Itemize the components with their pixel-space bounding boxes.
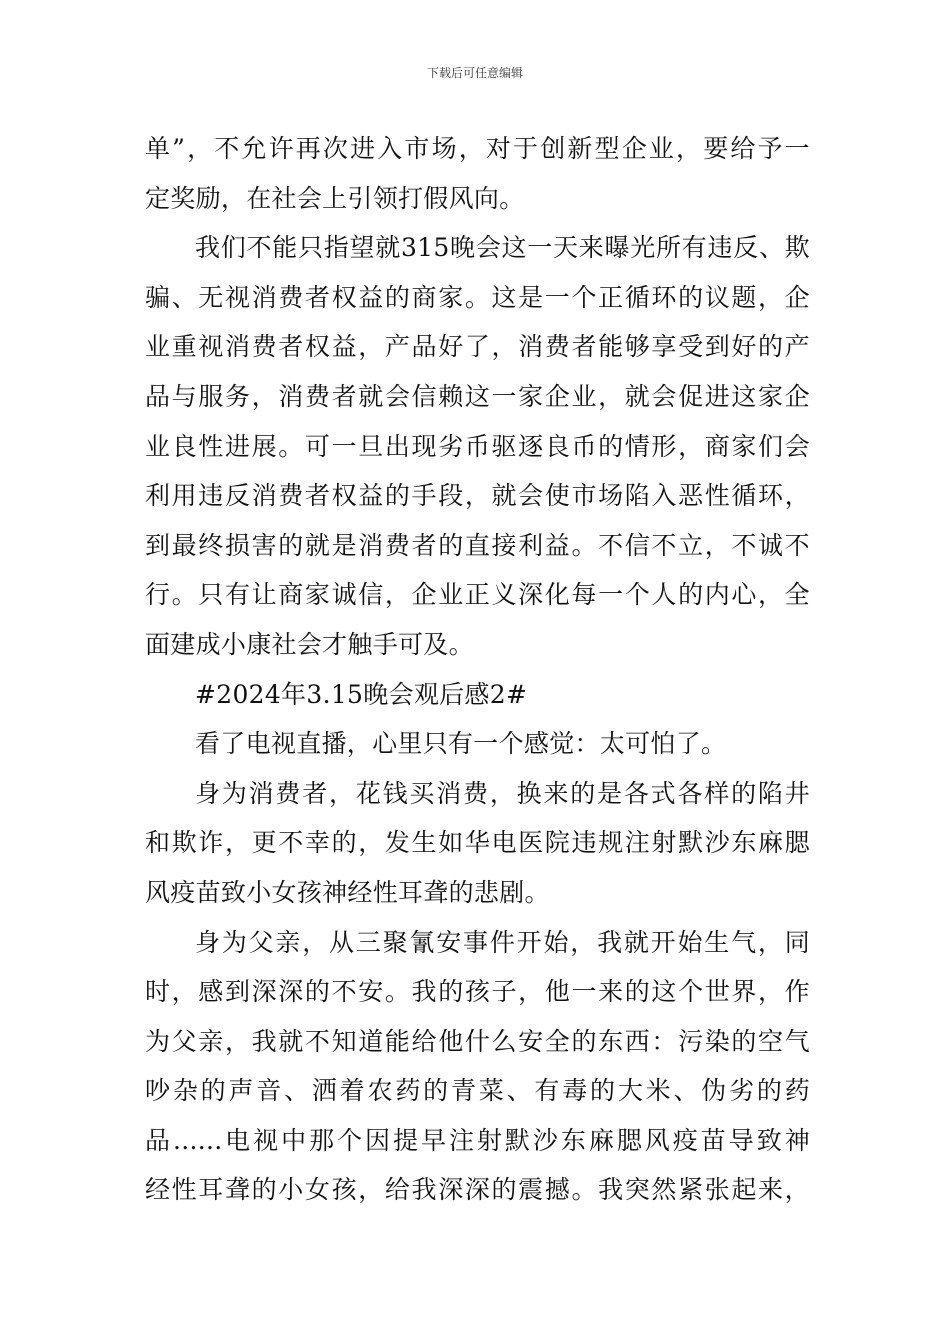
paragraph-start-line: 看了电视直播，心里只有一个感觉：太可怕了。 xyxy=(195,729,727,759)
text-line: 和欺诈，更不幸的，发生如华电医院违规注射默沙东麻腮 xyxy=(145,828,810,858)
text-line: 业重视消费者权益，产品好了，消费者能够享受到好的产 xyxy=(145,332,810,362)
text-line: 单”，不允许再次进入市场，对于创新型企业，要给予一 xyxy=(145,134,810,163)
text-line: 定奖励，在社会上引领打假风向。 xyxy=(145,183,525,213)
text-line: 到最终损害的就是消费者的直接利益。不信不立，不诚不 xyxy=(145,530,810,560)
paragraph-start-line: 身为消费者，花钱买消费，换来的是各式各样的陷井 xyxy=(195,778,810,808)
text-line: 品与服务，消费者就会信赖这一家企业，就会促进这家企 xyxy=(145,381,810,411)
text-line: 风疫苗致小女孩神经性耳聋的悲剧。 xyxy=(145,877,550,907)
text-line: 行。只有让商家诚信，企业正义深化每一个人的内心，全 xyxy=(145,580,810,610)
page-header-note: 下载后可任意编辑 xyxy=(426,66,523,80)
text-line: 利用违反消费者权益的手段，就会使市场陷入恶性循环， xyxy=(145,481,810,511)
document-body xyxy=(145,124,810,1215)
paragraph-start-line: 我们不能只指望就315晚会这一天来曝光所有违反、欺 xyxy=(195,233,810,263)
text-line: 骗、无视消费者权益的商家。这是一个正循环的议题，企 xyxy=(145,282,810,312)
text-line: 吵杂的声音、洒着农药的青菜、有毒的大米、伪劣的药 xyxy=(145,1076,810,1106)
text-line: 经性耳聋的小女孩，给我深深的震撼。我突然紧张起来， xyxy=(145,1175,810,1205)
section-heading: #2024年3.15晚会观后感2# xyxy=(195,679,528,709)
text-line: 业良性进展。可一旦出现劣币驱逐良币的情形，商家们会 xyxy=(145,431,810,461)
text-line: 品......电视中那个因提早注射默沙东麻腮风疫苗导致神 xyxy=(145,1125,810,1155)
text-line: 面建成小康社会才触手可及。 xyxy=(145,629,474,659)
text-line: 时，感到深深的不安。我的孩子，他一来的这个世界，作 xyxy=(145,977,810,1007)
paragraph-start-line: 身为父亲，从三聚氰安事件开始，我就开始生气，同 xyxy=(195,927,810,957)
text-line: 为父亲，我就不知道能给他什么安全的东西：污染的空气 xyxy=(145,1026,810,1056)
